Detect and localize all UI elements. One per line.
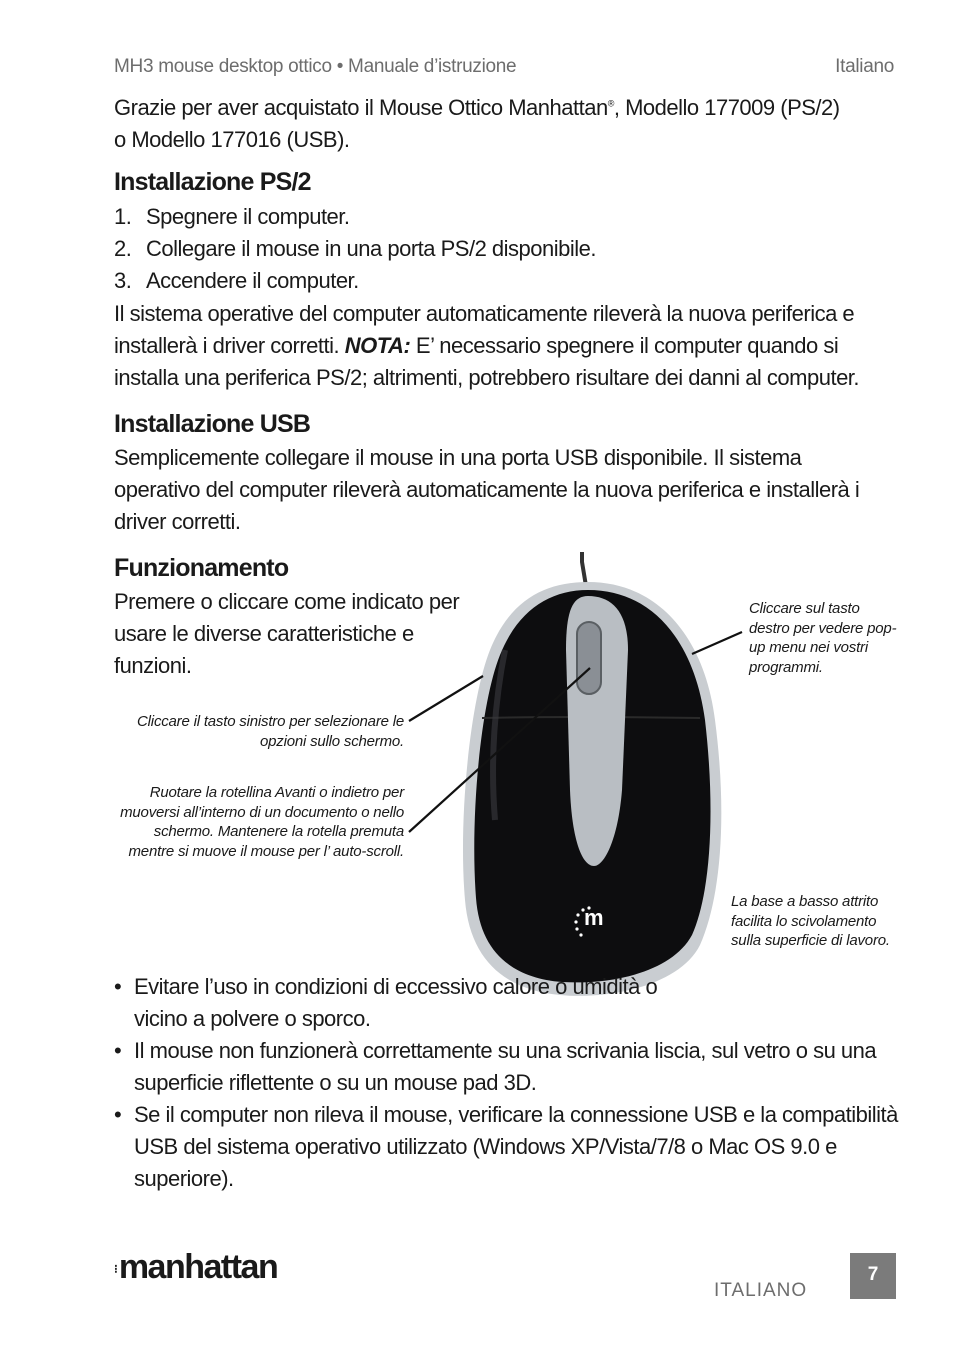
- usb-heading: Installazione USB: [114, 410, 311, 438]
- page-number: 7: [850, 1253, 896, 1299]
- func-paragraph: Premere o cliccare come indicato per usare le diverse caratteristiche e funzioni.: [114, 589, 460, 678]
- list-item: 3. Accendere il computer.: [114, 268, 359, 293]
- callout-line-right-click: [692, 632, 742, 654]
- running-header-language: Italiano: [835, 56, 894, 77]
- running-header-title: MH3 mouse desktop ottico • Manuale d’istruzione: [114, 56, 517, 77]
- tips-list: [114, 971, 904, 1195]
- registered-mark: ®: [607, 99, 614, 109]
- intro-line-2: o Modello 177016 (USB).: [114, 127, 350, 153]
- manhattan-logo: ⁝manhattan: [114, 1248, 278, 1286]
- callout-line-left-click: [409, 676, 483, 721]
- callout-right-click: Cliccare sul tasto destro per vedere pop-up menu nei vostri programmi.: [749, 600, 897, 676]
- note-label: NOTA:: [344, 333, 411, 358]
- func-heading: Funzionamento: [114, 554, 289, 582]
- mouse-cable: [582, 552, 586, 586]
- usb-paragraph: Semplicemente collegare il mouse in una porta USB disponibile. Il sistema operativo del computer rileverà automaticamente la nuova periferica e installerà i driver corretti.: [114, 445, 860, 534]
- footer-language: ITALIANO: [714, 1280, 808, 1301]
- scroll-wheel: [577, 622, 601, 694]
- list-item: 2. Collegare il mouse in una porta PS/2 disponibile.: [114, 236, 597, 261]
- list-item: • Il mouse non funzionerà correttamente su una scrivania liscia, sul vetro o su una superficie riflettente o su un mouse pad 3D.: [114, 1038, 877, 1095]
- logo-dots-icon: ⁝: [114, 1262, 119, 1277]
- callout-left-click: Cliccare il tasto sinistro per selezionare le opzioni sullo schermo.: [137, 713, 404, 750]
- ps2-heading: Installazione PS/2: [114, 168, 311, 196]
- callout-wheel: Ruotare la rotellina Avanti o indietro per muoversi all’interno di un documento o nello schermo. Mantenere la rotella premuta mentre si muove il mouse per l’ auto-scroll.: [120, 784, 404, 860]
- list-item: 1. Spegnere il computer.: [114, 204, 350, 229]
- list-item: • Evitare l’uso in condizioni di eccessivo calore o umidità o vicino a polvere o sporco.: [114, 974, 658, 1031]
- list-item: • Se il computer non rileva il mouse, verificare la connessione USB e la compatibilità USB del sistema operativo utilizzato (Windows XP/Vista/7/8 o Mac OS 9.0 e superiore).: [114, 1102, 898, 1191]
- ps2-paragraph: Il sistema operative del computer automaticamente rileverà la nuova periferica e installerà i driver corretti. NOTA: E’ necessario spegnere il computer quando si installa una periferica PS/2; altrimenti, potrebbero risultare dei danni al computer.: [114, 301, 860, 390]
- intro-line-1: Grazie per aver acquistato il Mouse Ottico Manhattan®, Modello 177009 (PS/2): [114, 95, 840, 121]
- callout-base: La base a basso attrito facilita lo scivolamento sulla superficie di lavoro.: [731, 893, 890, 949]
- mouse-logo-letter: m: [584, 905, 604, 930]
